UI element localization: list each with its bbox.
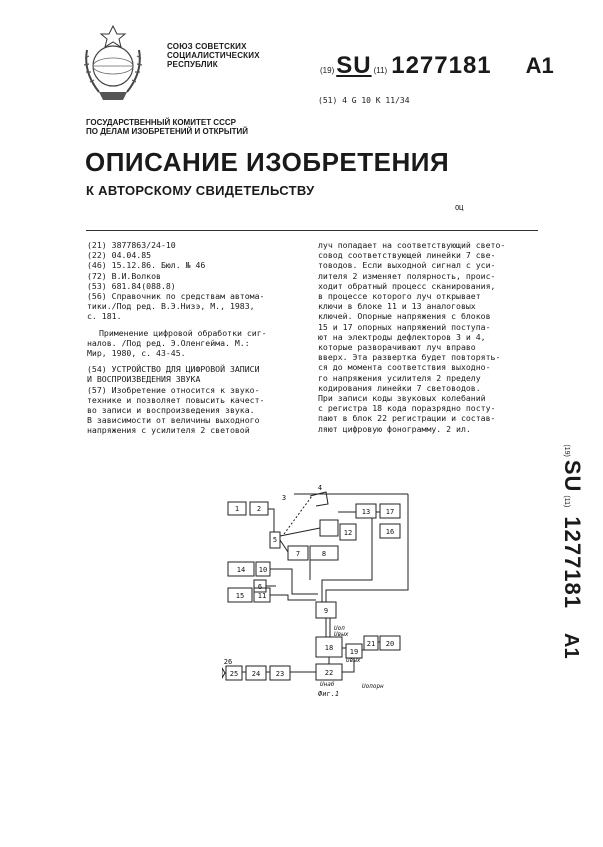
label-4: 4 — [317, 484, 323, 492]
inid-19: (19) — [320, 66, 335, 75]
side-inid-19: (19) — [563, 444, 570, 457]
signal-label: Uопорн — [362, 683, 384, 690]
body-line: ключи в блоке 11 и 13 аналоговых — [318, 301, 476, 312]
label-5: 5 — [272, 536, 278, 544]
org-line: СОЮЗ СОВЕТСКИХ — [167, 42, 247, 51]
abstract-line: В зависимости от величины выходного — [87, 415, 260, 426]
invention-title-line: (54) УСТРОЙСТВО ДЛЯ ЦИФРОВОЙ ЗАПИСИ — [87, 364, 260, 375]
signal-label: Uвых — [334, 631, 349, 638]
biblio-line: (46) 15.12.86. Бюл. № 46 — [87, 260, 206, 271]
label-22: 22 — [324, 669, 334, 677]
body-line: пают в блок 22 регистрации и состав- — [318, 413, 496, 424]
body-line: кодирования линейки 7 световодов. — [318, 382, 481, 393]
body-line: совод соответствующей линейки 7 све- — [318, 250, 496, 261]
side-inid-11: (11) — [563, 495, 570, 508]
label-26: 26 — [223, 658, 233, 666]
invention-title-line: И ВОСПРОИЗВЕДЕНИЯ ЗВУКА — [87, 374, 201, 385]
label-12: 12 — [343, 529, 353, 537]
stamp-mark: ОЦ — [455, 204, 464, 212]
biblio-line: с. 181. — [87, 311, 122, 322]
label-18: 18 — [324, 644, 334, 652]
biblio-line: (22) 04.04.85 — [87, 250, 152, 261]
patent-number-block — [318, 52, 554, 80]
ussr-emblem-icon — [77, 20, 149, 102]
label-10: 10 — [258, 566, 268, 574]
label-14: 14 — [236, 566, 246, 574]
abstract-line: (57) Изобретение относится к звуко- — [87, 384, 260, 395]
label-24: 24 — [251, 670, 261, 678]
committee-name — [86, 118, 248, 136]
side-number: 1277181 — [560, 516, 585, 610]
label-16: 16 — [385, 528, 395, 536]
body-line: ходит обратный процесс сканирования, — [318, 280, 496, 291]
country-code: SU — [336, 52, 372, 79]
label-11: 11 — [257, 592, 267, 600]
body-line: в процессе которого луч открывает — [318, 291, 481, 302]
biblio-line: (56) Справочник по средствам автома- — [87, 291, 265, 302]
body-line: лителя 2 изменяет полярность, проис- — [318, 270, 496, 281]
abstract-line: во записи и воспроизведения звука. — [87, 405, 255, 416]
committee-line: ГОСУДАРСТВЕННЫЙ КОМИТЕТ СССР — [86, 118, 236, 127]
body-line: ключей. Опорные напряжения с блоков — [318, 311, 491, 322]
label-3: 3 — [281, 494, 287, 502]
side-country-code: SU — [560, 459, 585, 493]
biblio-line: (72) В.И.Волков — [87, 270, 161, 281]
org-line: РЕСПУБЛИК — [167, 60, 218, 69]
speaker-26-icon — [222, 668, 225, 678]
org-line: СОЦИАЛИСТИЧЕСКИХ — [167, 51, 260, 60]
label-19: 19 — [349, 648, 359, 656]
biblio-line: тики./Под ред. В.Э.Низэ, М., 1983, — [87, 301, 255, 312]
body-line: с регистра 18 кода поразрядно посту- — [318, 403, 496, 414]
body-line: которые разворачивают луч вправо — [318, 342, 476, 353]
committee-line: ПО ДЕЛАМ ИЗОБРЕТЕНИЙ И ОТКРЫТИЙ — [86, 127, 249, 136]
reference-line: налов. /Под ред. Э.Оленгейма. М.: — [87, 337, 250, 348]
body-line: го напряжения усилителя 2 пределу — [318, 372, 481, 383]
issuing-authority — [167, 42, 260, 69]
body-line: 15 и 17 опорных напряжений поступа- — [318, 321, 491, 332]
reference-line: Применение цифровой обработки сиг- — [99, 327, 267, 338]
inid-11: (11) — [373, 66, 388, 75]
biblio-line: (53) 681.84(088.8) — [87, 280, 176, 291]
body-line: вверх. Эта развертка будет повторять- — [318, 352, 501, 363]
label-8: 8 — [321, 550, 327, 558]
label-13: 13 — [361, 508, 371, 516]
label-15: 15 — [235, 592, 245, 600]
body-line: луч попадает на соответствующий свето- — [318, 240, 506, 250]
label-21: 21 — [366, 640, 376, 648]
figure-caption: Фиг.1 — [318, 690, 340, 698]
right-column — [318, 240, 540, 434]
signal-label: Uвых — [346, 657, 361, 664]
body-line: товодов. Если выходной сигнал с уси- — [318, 260, 496, 271]
label-1: 1 — [234, 505, 240, 513]
body-line: При записи коды звуковых колебаний — [318, 393, 486, 404]
block-10a — [320, 520, 338, 536]
left-column — [87, 240, 309, 436]
body-line: ся до момента соответствия выходно- — [318, 362, 491, 373]
ipc-classification: (51) 4 G 10 K 11/34 — [318, 96, 410, 105]
abstract-line: напряжения с усилителя 2 световой — [87, 425, 250, 436]
document-subtitle: К АВТОРСКОМУ СВИДЕТЕЛЬСТВУ — [86, 183, 315, 198]
label-23: 23 — [275, 670, 285, 678]
label-9: 9 — [323, 607, 329, 615]
patent-number: 1277181 — [391, 52, 492, 79]
abstract-line: технике и позволяет повысить качест- — [87, 394, 265, 405]
label-2: 2 — [256, 505, 262, 513]
state-emblem — [77, 20, 149, 102]
body-line: ляют цифровую фонограмму. 2 ил. — [318, 423, 471, 434]
side-patent-number — [552, 420, 592, 680]
biblio-line: (21) 3877863/24-10 — [87, 240, 176, 250]
kind-code: A1 — [525, 53, 554, 78]
side-kind-code: A1 — [560, 633, 582, 659]
body-line: ют на электроды дефлекторов 3 и 4, — [318, 331, 486, 342]
label-17: 17 — [385, 508, 395, 516]
label-20: 20 — [385, 640, 395, 648]
block-diagram — [222, 482, 422, 702]
label-6: 6 — [257, 583, 263, 591]
document-title: ОПИСАНИЕ ИЗОБРЕТЕНИЯ — [85, 147, 450, 177]
label-7: 7 — [295, 550, 301, 558]
signal-label: Uнаб — [320, 681, 335, 688]
label-25: 25 — [229, 670, 239, 678]
reference-line: Мир, 1980, с. 43-45. — [87, 348, 186, 359]
block-diagram-figure — [222, 482, 422, 702]
divider — [86, 230, 538, 231]
signal-label: Uоп — [334, 625, 345, 632]
